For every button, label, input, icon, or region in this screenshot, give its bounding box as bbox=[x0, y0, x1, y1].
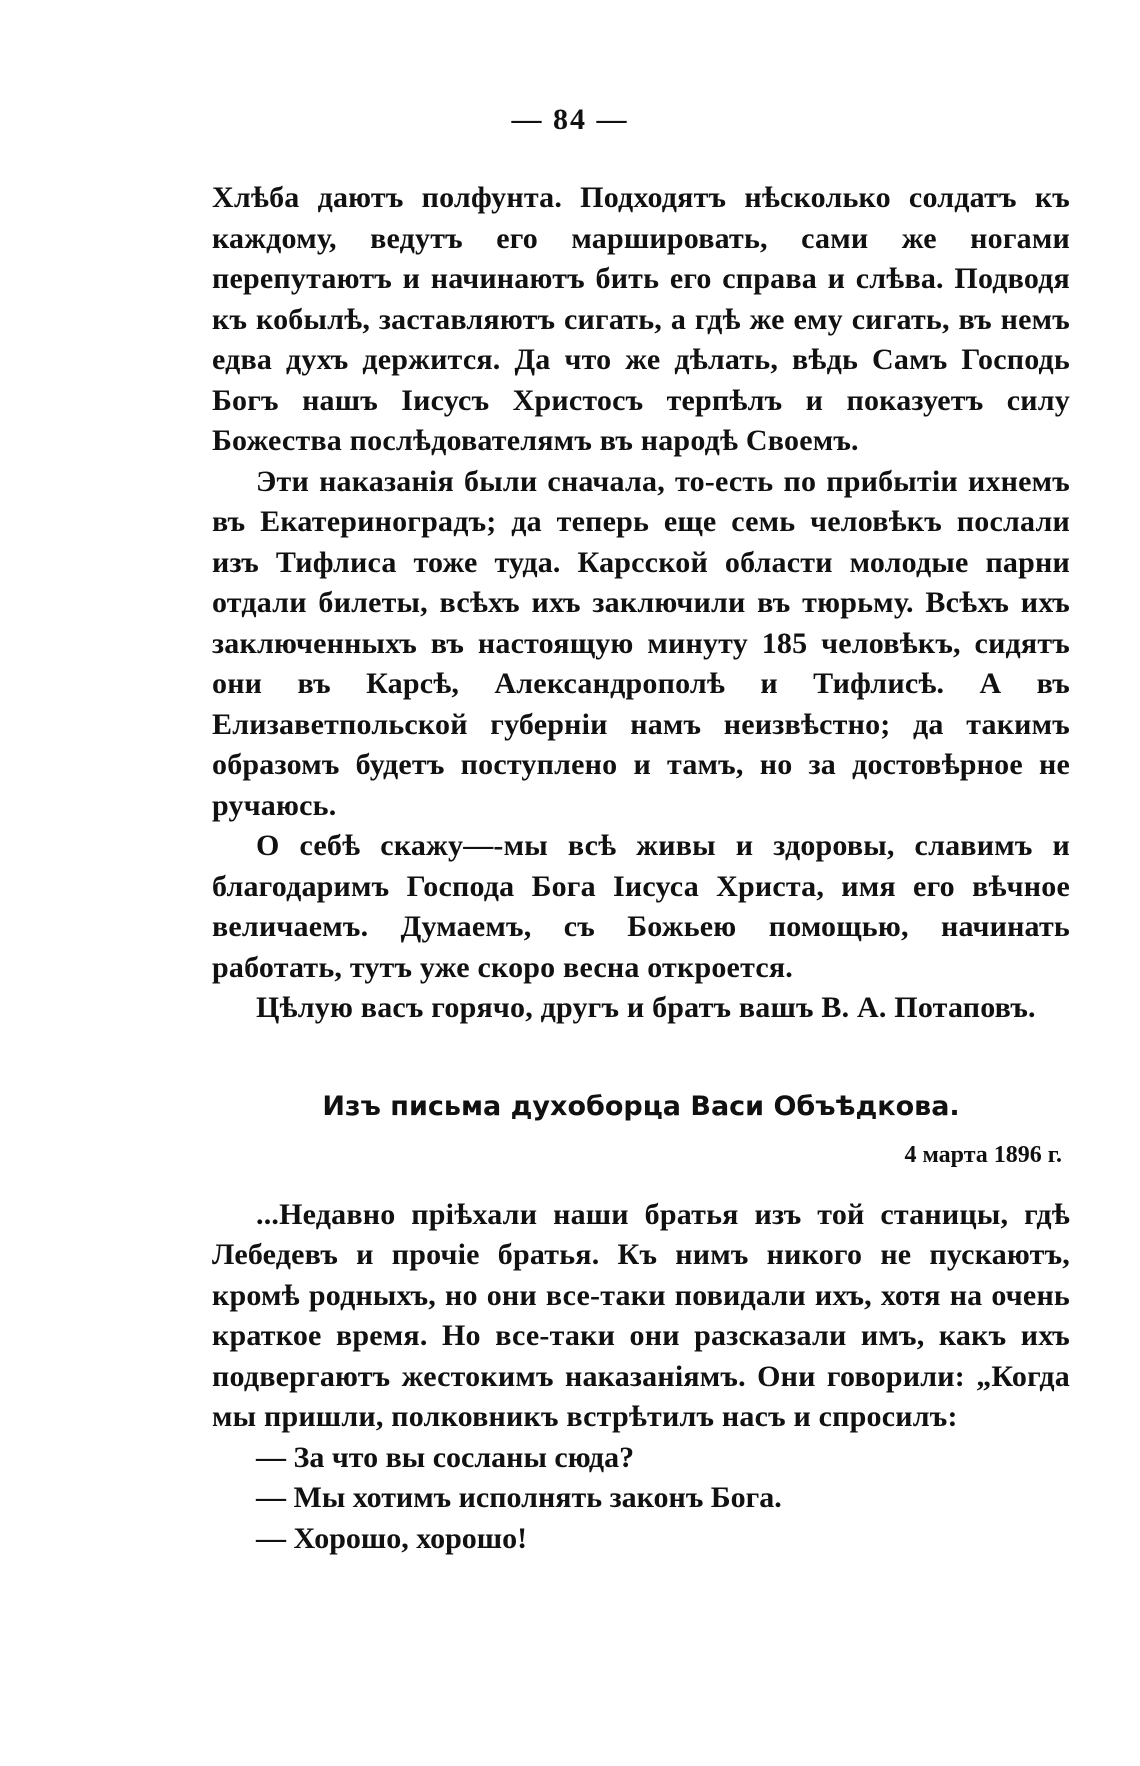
paragraph-2: Эти наказанія были сначала, то-есть по прибытіи ихнемъ въ Екатериноградъ; да теперь еще семь человѣкъ послали изъ Тифлиса тоже туда. Карсской области молодые парни отдали билеты, всѣхъ ихъ заключили въ тюрьму. Всѣхъ ихъ заключенныхъ въ настоящую минуту 185 человѣкъ, сидятъ они въ Карсѣ, Александрополѣ и Тифлисѣ. А въ Елизаветпольской губерніи намъ неизвѣстно; да такимъ образомъ будетъ поступлено и тамъ, но за достовѣрное не ручаюсь. bbox=[212, 464, 1070, 822]
dialogue-line-2: — Мы хотимъ исполнять законъ Бога. bbox=[256, 1481, 782, 1514]
paragraph-signature: Цѣлую васъ горячо, другъ и братъ вашъ В. А. Потаповъ. bbox=[256, 991, 1036, 1024]
dialogue-line-1: — За что вы сосланы сюда? bbox=[256, 1440, 635, 1474]
text-column bbox=[212, 178, 1070, 1559]
paragraph-3: О себѣ скажу—-мы всѣ живы и здоровы, славимъ и благодаримъ Господа Бога Іисуса Христа, имя его вѣчное величаемъ. Думаемъ, съ Божьею помощью, начинать работать, тутъ уже скоро весна откроется. bbox=[212, 829, 1070, 984]
letter-date: 4 марта 1896 г. bbox=[904, 1141, 1062, 1168]
letter-body: ...Недавно пріѣхали наши братья изъ той станицы, гдѣ Лебедевъ и прочіе братья. Къ нимъ никого не пускаютъ, кромѣ родныхъ, но они все-таки повидали ихъ, хотя на очень краткое время. Но все-таки они разсказали имъ, какъ ихъ подвергаютъ жестокимъ наказаніямъ. Они говорили: „Когда мы пришли, полковникъ встрѣтилъ насъ и спросилъ: bbox=[212, 1197, 1070, 1433]
paragraph-1: Хлѣба даютъ полфунта. Подходятъ нѣсколько солдатъ къ каждому, ведутъ его маршировать, сами же ногами перепутаютъ и начинаютъ бить его справа и слѣва. Подводя къ кобылѣ, заставляютъ сигать, а гдѣ же ему сигать, въ немъ едва духъ держится. Да что же дѣлать, вѣдь Самъ Господь Богъ нашъ Іисусъ Христосъ терпѣлъ и показуетъ силу Божества послѣдователямъ въ народѣ Своемъ. bbox=[212, 181, 1070, 457]
dialogue-line-3: — Хорошо, хорошо! bbox=[256, 1521, 528, 1555]
page-number: — 84 — bbox=[511, 103, 629, 136]
letter-heading: Изъ письма духоборца Васи Объѣдкова. bbox=[322, 1090, 960, 1122]
